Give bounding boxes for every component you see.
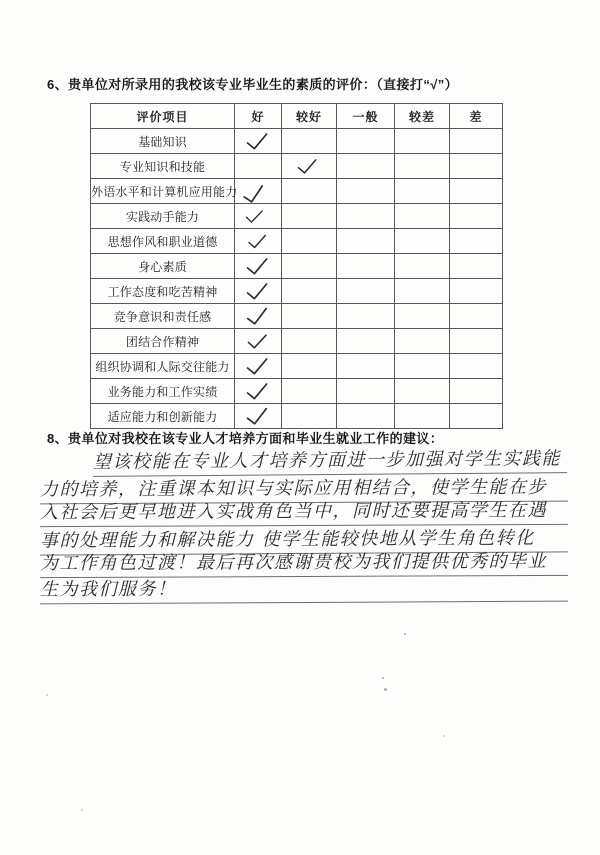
handwritten-answer-line: 入社会后更早地进入实战角色当中，同时还要提高学生在遇 [40,497,568,527]
table-row [91,229,503,254]
checkmark-icon [244,281,271,301]
rating-cell [395,179,450,204]
rating-cell [235,204,282,229]
rating-cell [235,304,282,329]
checkmark-icon [245,332,268,349]
handwritten-answer-line: 力的培养，注重课本知识与实际应用相结合，使学生能在步 [40,474,568,505]
evaluation-item-label: 业务能力和工作实绩 [91,379,235,404]
rating-cell [282,254,337,279]
rating-cell [395,279,450,304]
evaluation-item-label: 身心素质 [91,254,235,279]
rating-column-header: 一般 [337,104,395,129]
table-row [91,354,503,379]
evaluation-item-label: 组织协调和人际交往能力 [91,354,235,379]
checkmark-icon [243,405,271,426]
rating-cell [395,379,450,404]
table-row [91,179,503,204]
rating-cell [450,329,503,354]
rating-cell [282,204,337,229]
table-row [91,254,503,279]
rating-cell [337,229,395,254]
checkmark-icon [244,381,271,401]
rating-cell [235,179,282,204]
evaluation-item-label: 竞争意识和责任感 [91,304,235,329]
rating-cell [450,129,503,154]
rating-cell [235,229,282,254]
rating-cell [395,204,450,229]
handwritten-answer-line: 生为我们服务！ [40,574,568,605]
handwritten-answer-line: 望该校能在专业人才培养方面进一步加强对学生实践能 [93,445,567,477]
rating-cell [395,154,450,179]
rating-cell [450,304,503,329]
rating-cell [235,404,282,429]
rating-cell [282,179,337,204]
evaluation-table [90,103,503,429]
rating-cell [235,154,282,179]
rating-cell [282,379,337,404]
table-row [91,304,503,329]
rating-cell [282,279,337,304]
checkmark-icon [244,356,271,376]
rating-column-header: 好 [235,104,282,129]
rating-cell [235,379,282,404]
rating-cell [395,304,450,329]
rating-cell [282,304,337,329]
rating-cell [337,179,395,204]
rating-column-header: 较好 [282,104,337,129]
scan-speck [443,735,445,737]
rating-cell [282,229,337,254]
scan-speck [46,694,48,696]
table-row [91,404,503,429]
rating-cell [235,279,282,304]
rating-cell [395,254,450,279]
evaluation-item-label: 团结合作精神 [91,329,235,354]
rating-cell [450,154,503,179]
rating-cell [337,279,395,304]
question-6-label: 6、贵单位对所录用的我校该专业毕业生的素质的评价：（直接打“√”） [47,77,459,92]
rating-cell [395,404,450,429]
table-row [91,154,503,179]
rating-cell [337,404,395,429]
item-column-header: 评价项目 [91,104,235,129]
checkmark-icon [239,183,268,206]
scan-speck [404,633,406,635]
rating-column-header: 较差 [395,104,450,129]
evaluation-item-label: 专业知识和技能 [91,154,235,179]
rating-cell [282,129,337,154]
table-row [91,204,503,229]
evaluation-table-body [91,129,503,429]
checkmark-icon [243,208,264,224]
rating-cell [282,354,337,379]
table-row [91,329,503,354]
rating-cell [337,329,395,354]
rating-cell [450,229,503,254]
evaluation-item-label: 外语水平和计算机应用能力 [91,179,235,204]
evaluation-item-label: 适应能力和创新能力 [91,404,235,429]
evaluation-item-label: 工作态度和吃苦精神 [91,279,235,304]
rating-cell [235,129,282,154]
scan-speck [384,688,387,691]
rating-cell [450,379,503,404]
checkmark-icon [244,131,271,151]
evaluation-item-label: 基础知识 [91,129,235,154]
table-row [91,129,503,154]
evaluation-table-head-row [91,104,503,129]
rating-cell [282,329,337,354]
checkmark-icon [295,157,319,175]
rating-cell [450,354,503,379]
rating-cell [450,179,503,204]
checkmark-icon [246,233,268,250]
rating-cell [337,354,395,379]
rating-cell [337,304,395,329]
rating-cell [337,254,395,279]
question-8-label: 8、贵单位对我校在该专业人才培养方面和毕业生就业工作的建议： [47,431,444,446]
checkmark-icon [243,305,271,327]
rating-cell [395,329,450,354]
rating-cell [337,379,395,404]
rating-cell [235,329,282,354]
rating-cell [395,129,450,154]
handwritten-answer-line: 事的处理能力和解决能力 使学生能较快地从学生角色转化 [40,524,568,555]
table-row [91,379,503,404]
rating-cell [337,204,395,229]
evaluation-item-label: 实践动手能力 [91,204,235,229]
rating-cell [450,254,503,279]
rating-cell [337,154,395,179]
scan-speck [382,677,384,679]
rating-cell [282,154,337,179]
checkmark-icon [244,256,271,276]
rating-cell [450,404,503,429]
rating-cell [450,279,503,304]
handwritten-answer-line: 为工作角色过渡！最后再次感谢贵校为我们提供优秀的毕业 [40,548,568,578]
evaluation-item-label: 思想作风和职业道德 [91,229,235,254]
rating-cell [450,204,503,229]
scan-speck [81,809,83,811]
rating-cell [395,229,450,254]
rating-column-header: 差 [450,104,503,129]
rating-cell [282,404,337,429]
rating-cell [337,129,395,154]
rating-cell [235,354,282,379]
table-row [91,279,503,304]
rating-cell [395,354,450,379]
rating-cell [235,254,282,279]
